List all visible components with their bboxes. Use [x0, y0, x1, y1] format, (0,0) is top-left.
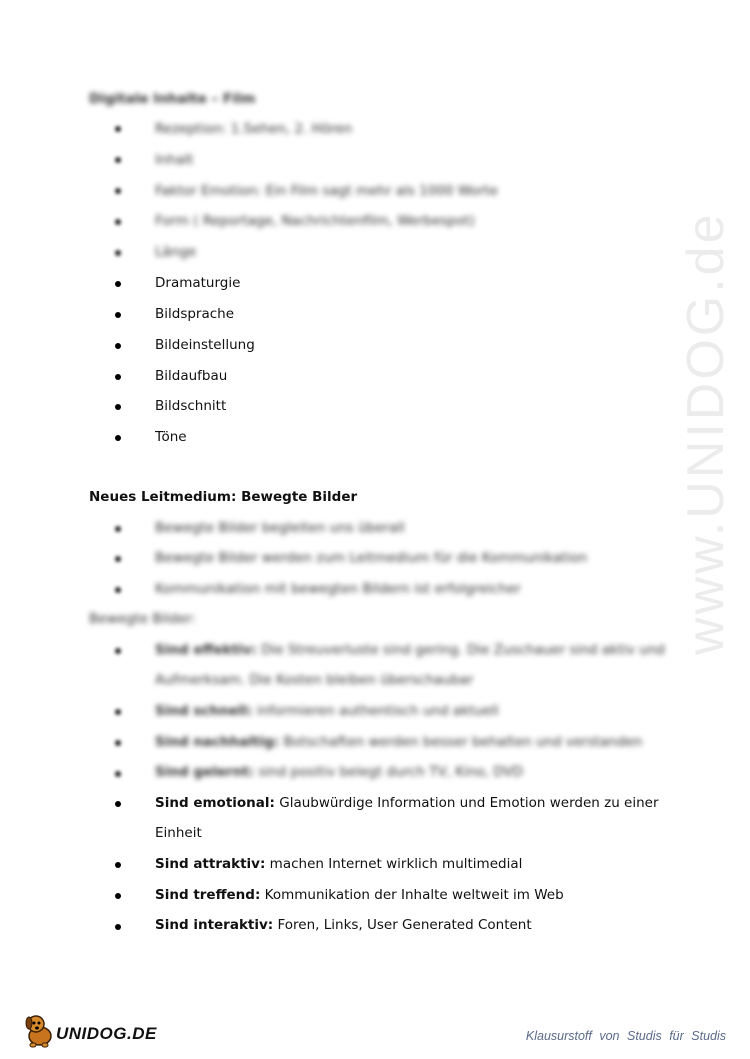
footer-tagline: Klausurstoff von Studis für Studis [525, 1029, 726, 1043]
item-text: Glaubwürdige Information und Emotion werden zu einer [274, 795, 659, 811]
list-item: Bildsprache [155, 306, 235, 322]
item-label: Sind effektiv: [155, 642, 257, 658]
bullet [115, 556, 121, 562]
bullet [115, 188, 121, 194]
bullet [115, 281, 121, 287]
list-item [155, 641, 665, 659]
bullet [115, 801, 121, 807]
list-item: Töne [155, 429, 187, 445]
list-item: Bildeinstellung [155, 337, 255, 353]
list-item: Dramaturgie [155, 275, 241, 291]
section-heading-film: Digitale Inhalte – Film [89, 91, 256, 107]
bullet [115, 250, 121, 256]
list-item: Faktor Emotion: Ein Film sagt mehr als 1000 Worte [155, 183, 498, 199]
bullet [115, 709, 121, 715]
bullet [115, 526, 121, 532]
list-item: Bildschnitt [155, 398, 227, 414]
item-text: Kommunikation der Inhalte weltweit im Web [260, 887, 564, 903]
item-text: Botschaften werden besser behalten und verstanden [279, 734, 643, 750]
list-item [155, 763, 523, 781]
item-text: sind positiv belegt durch TV, Kino, DVD [254, 764, 524, 780]
item-label: Sind gelernt: [155, 764, 255, 780]
item-label: Sind treffend: [155, 887, 261, 903]
bullet [115, 924, 121, 930]
item-label: Sind interaktiv: [155, 917, 274, 933]
item-label: Sind attraktiv: [155, 856, 266, 872]
list-item: Bewegte Bilder begleiten uns überall [155, 520, 405, 536]
bullet [115, 771, 121, 777]
item-label: Sind schnell: [155, 703, 253, 719]
bullet [115, 374, 121, 380]
bullet [115, 587, 121, 593]
watermark [676, 211, 736, 655]
list-item: Bewegte Bilder werden zum Leitmedium für die Kommunikation [155, 550, 588, 566]
logo-text: UNIDOG.DE [56, 1024, 157, 1043]
list-item [155, 886, 564, 904]
item-text: machen Internet wirklich multimedial [265, 856, 523, 872]
bullet [115, 404, 121, 410]
list-item-continuation: Aufmerksam. Die Kosten bleiben überschaubar [155, 672, 474, 688]
item-text: Foren, Links, User Generated Content [273, 917, 532, 933]
bullet [115, 862, 121, 868]
list-item [155, 733, 642, 751]
bullet [115, 893, 121, 899]
list-item [155, 794, 659, 812]
list-item-continuation: Einheit [155, 825, 202, 841]
list-item: Bildaufbau [155, 368, 228, 384]
list-item [155, 855, 522, 873]
item-label: Sind emotional: [155, 795, 275, 811]
list-item [155, 916, 532, 934]
list-item: Form ( Reportage, Nachrichtenfilm, Werbespot) [155, 213, 475, 229]
list-item: Rezeption: 1.Sehen, 2. Hören [155, 121, 353, 137]
section-heading-bewegte-bilder: Bewegte Bilder: [89, 611, 196, 627]
bullet [115, 157, 121, 163]
bullet [115, 435, 121, 441]
watermark-text: www.UNIDOG.de [677, 211, 735, 655]
bullet [115, 126, 121, 132]
bullet [115, 343, 121, 349]
list-item: Länge [155, 244, 197, 260]
item-text: Die Streuverluste sind gering. Die Zuschauer sind aktiv und [256, 642, 665, 658]
item-label: Sind nachhaltig: [155, 734, 280, 750]
bullet [115, 219, 121, 225]
bullet [115, 648, 121, 654]
section-heading-leitmedium: Neues Leitmedium: Bewegte Bilder [89, 489, 358, 505]
bullet [115, 312, 121, 318]
item-text: informieren authentisch und aktuell [252, 703, 499, 719]
unidog-logo [22, 1010, 157, 1050]
bullet [115, 740, 121, 746]
list-item [155, 702, 499, 720]
list-item: Kommunikation mit bewegten Bildern ist erfolgreicher [155, 581, 521, 597]
list-item: Inhalt [155, 152, 194, 168]
